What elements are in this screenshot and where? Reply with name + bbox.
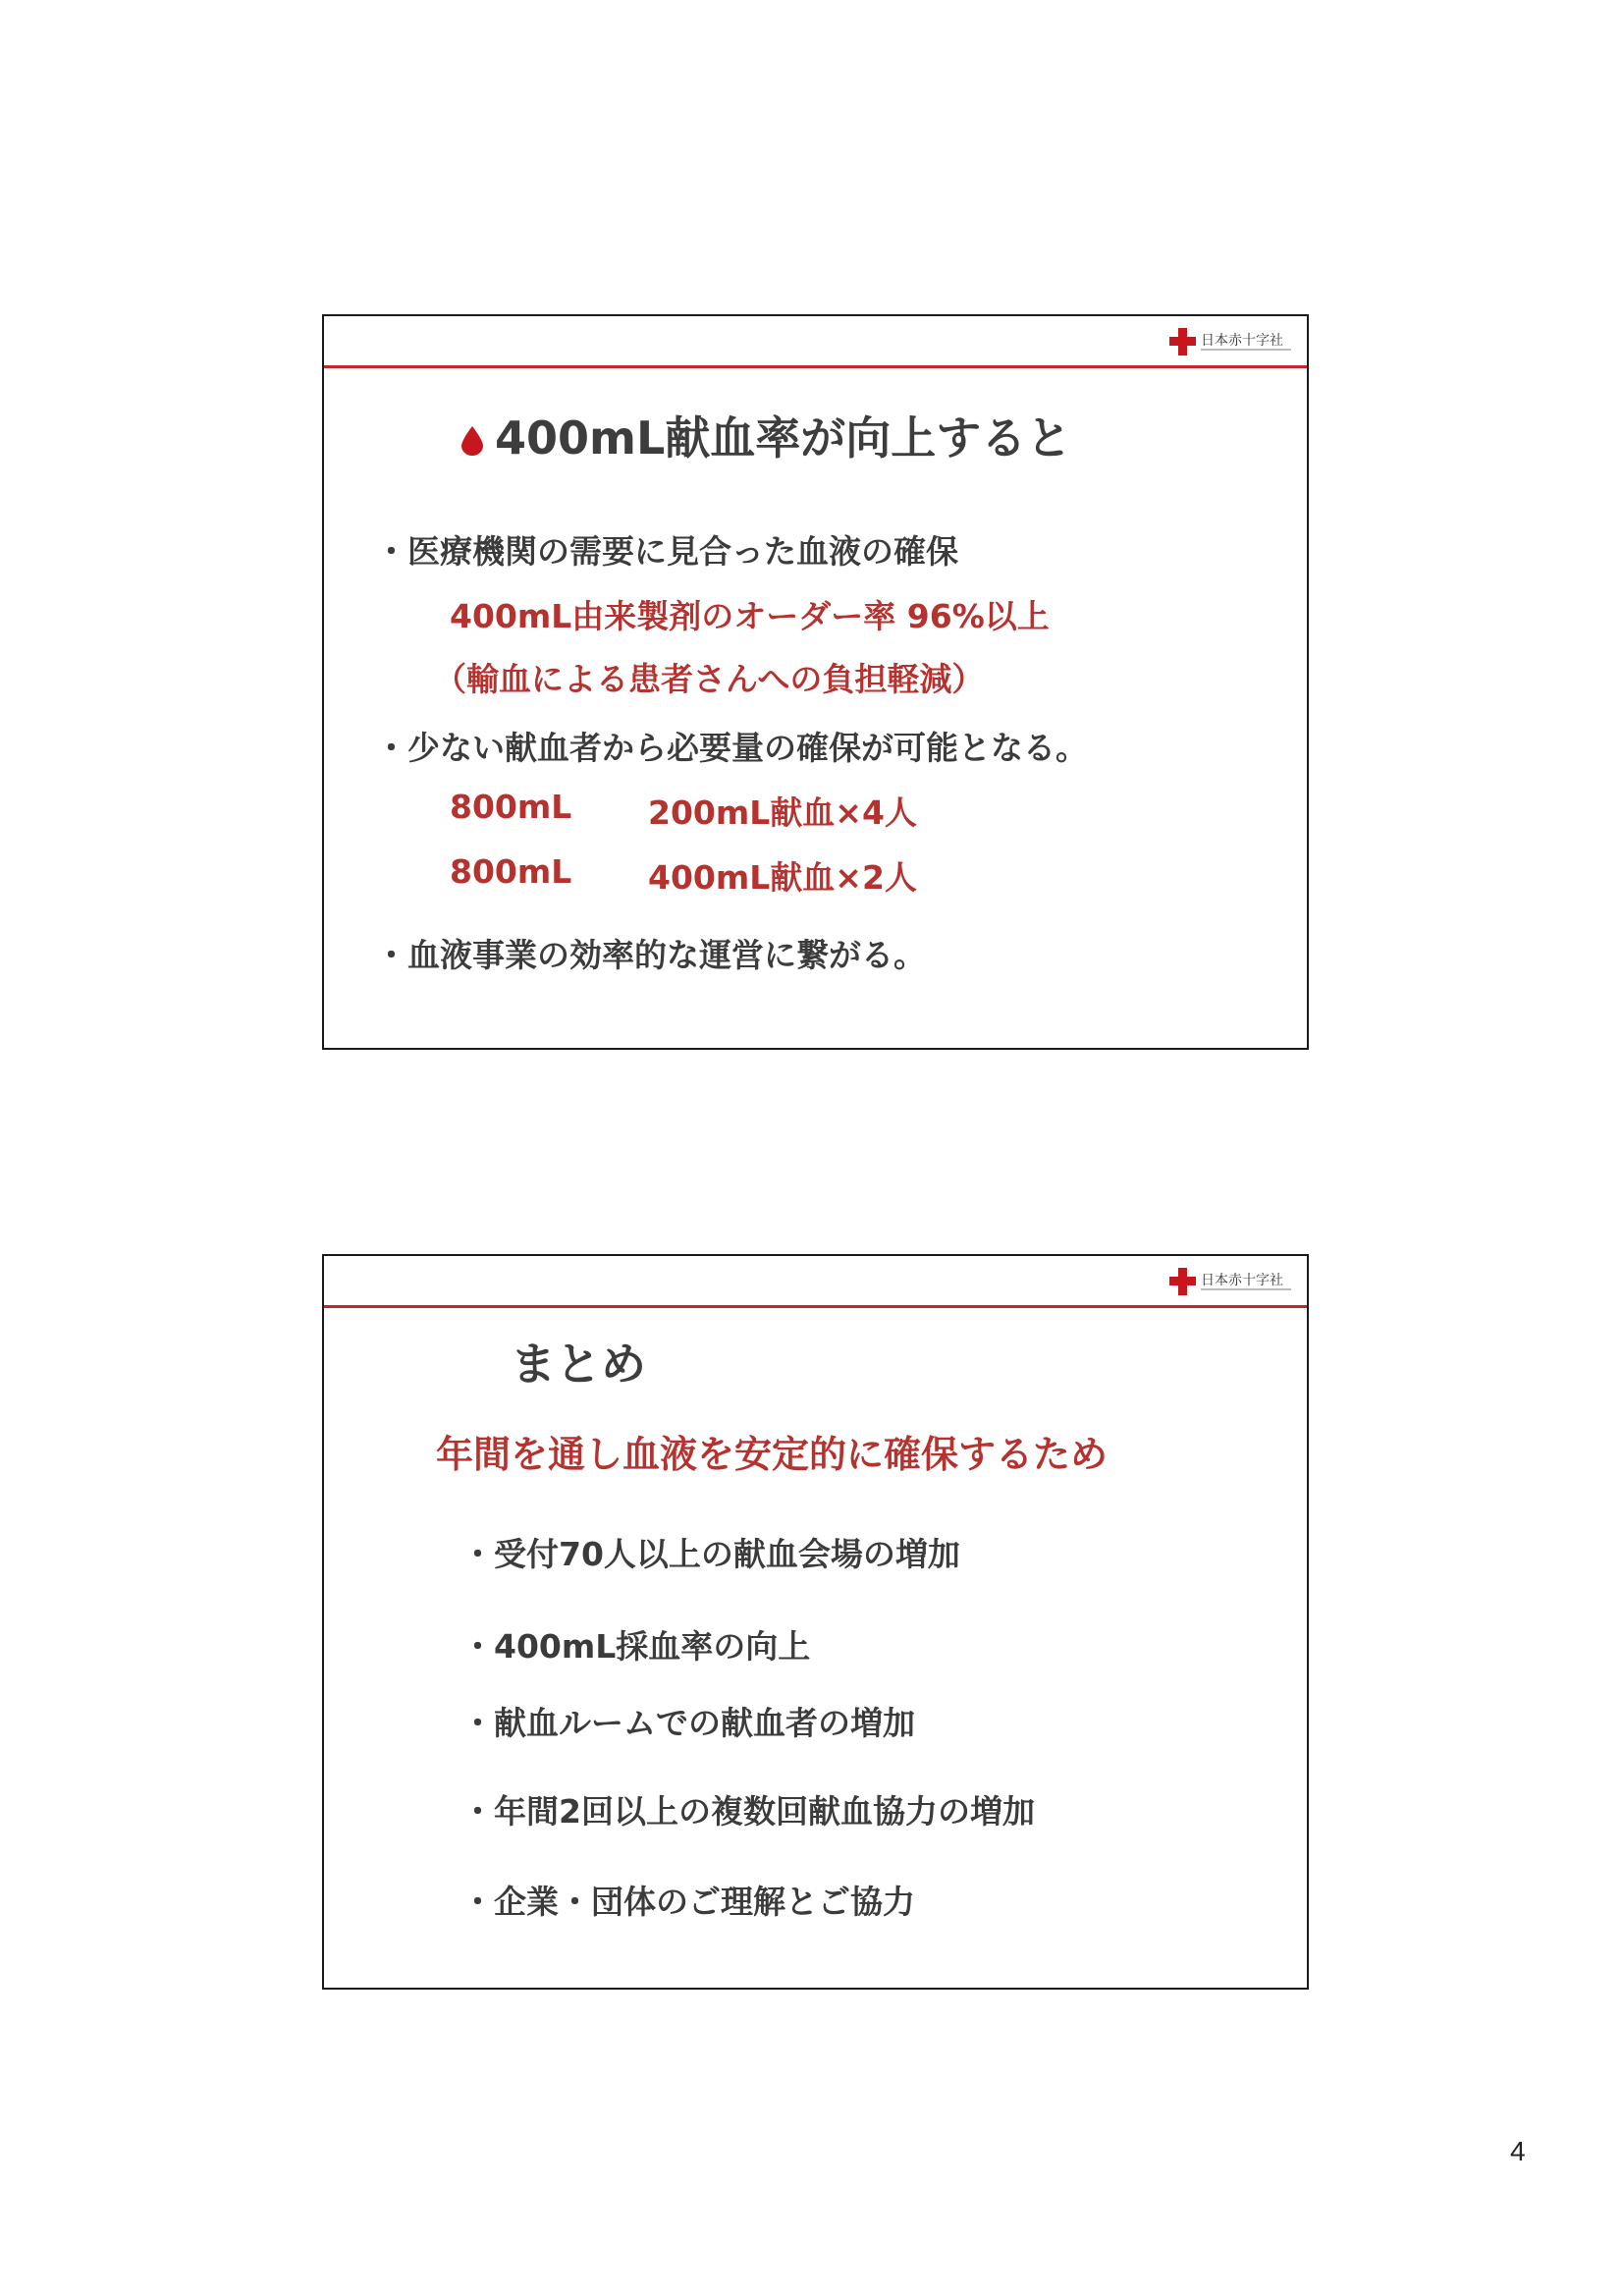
slide-title-text: 400mL献血率が向上すると: [495, 411, 1072, 465]
slide-summary: [322, 1254, 1309, 1990]
slide-title: まとめ: [511, 1338, 646, 1391]
summary-item: ・献血ルームでの献血者の増加: [461, 1704, 915, 1742]
jrc-logo: [1169, 326, 1297, 361]
slide-400ml-benefits: [322, 314, 1309, 1050]
blood-drop-icon: [461, 426, 483, 456]
logo-text: 日本赤十字社: [1201, 333, 1283, 349]
header-rule: [324, 365, 1307, 368]
summary-item: ・受付70人以上の献血会場の増加: [461, 1535, 960, 1573]
slide-subtitle: 年間を通し血液を安定的に確保するため: [436, 1433, 1109, 1476]
page-number: 4: [1510, 2136, 1526, 2166]
summary-item: ・400mL採血率の向上: [461, 1627, 811, 1666]
volume-detail: 200mL献血×4人: [648, 793, 917, 832]
jrc-logo: [1169, 1266, 1297, 1301]
bullet-text: ・少ない献血者から必要量の確保が可能となる。: [375, 729, 1088, 767]
volume-total: 800mL: [450, 788, 572, 826]
bullet-text: ・医療機関の需要に見合った血液の確保: [375, 532, 958, 571]
logo-text: 日本赤十字社: [1201, 1273, 1283, 1288]
header-rule: [324, 1305, 1307, 1308]
sub-bullet-text: 400mL由来製剤のオーダー率 96%以上: [450, 597, 1050, 635]
bullet-text: ・血液事業の効率的な運営に繋がる。: [375, 936, 926, 974]
summary-item: ・年間2回以上の複数回献血協力の増加: [461, 1792, 1035, 1831]
sub-bullet-text: （輸血による患者さんへの負担軽減）: [434, 660, 985, 698]
volume-detail: 400mL献血×2人: [648, 858, 917, 897]
summary-item: ・企業・団体のご理解とご協力: [461, 1883, 915, 1921]
volume-total: 800mL: [450, 852, 572, 891]
slide-title: [461, 403, 1071, 467]
